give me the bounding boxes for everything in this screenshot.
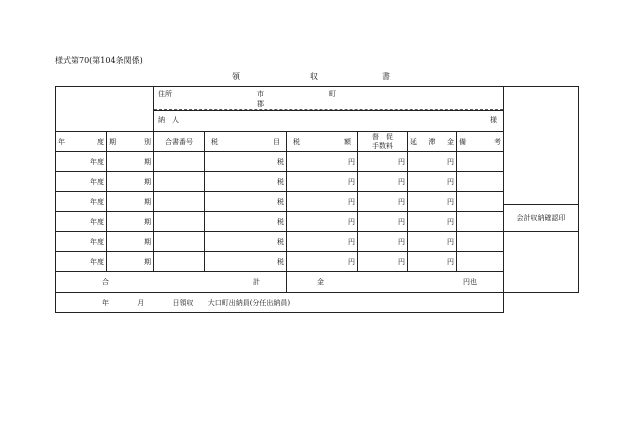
row-tax-amount[interactable]: 円 (287, 232, 358, 252)
header-late-fee: 延 滞 金 (408, 132, 457, 152)
row-late-fee[interactable]: 円 (408, 252, 457, 272)
row-late-fee[interactable]: 円 (408, 192, 457, 212)
footer-officer: 大口町出納員(分任出納員) (207, 298, 291, 307)
payer-field[interactable] (154, 111, 503, 131)
row-late-fee[interactable]: 円 (408, 152, 457, 172)
total-char-b: 計 (253, 278, 260, 286)
row-period[interactable]: 期 (107, 172, 154, 192)
address-county: 郡 (257, 100, 264, 108)
row-remarks[interactable] (457, 232, 504, 252)
address-field[interactable] (154, 87, 503, 110)
total-yen-suffix: 円也 (463, 278, 477, 286)
title-char-2: 収 (310, 72, 318, 81)
row-remarks[interactable] (457, 152, 504, 172)
row-reminder-fee[interactable]: 円 (358, 212, 408, 232)
footer-received: 日領収 (172, 298, 194, 307)
header-reminder-fee: 督 促 手数料 (358, 132, 408, 152)
row-reminder-fee[interactable]: 円 (358, 232, 408, 252)
payer-cell (154, 111, 504, 132)
side-stamp-column (504, 87, 579, 293)
row-tax-item[interactable]: 税 (205, 172, 287, 192)
row-period[interactable]: 期 (107, 252, 154, 272)
table-row (56, 212, 579, 232)
row-notice-no[interactable] (154, 252, 205, 272)
footer-year: 年 (102, 298, 109, 307)
row-tax-amount[interactable]: 円 (287, 252, 358, 272)
row-tax-amount[interactable]: 円 (287, 152, 358, 172)
blank-corner-cell (56, 87, 154, 132)
header-period: 期 別 (107, 132, 154, 152)
row-late-fee[interactable]: 円 (408, 232, 457, 252)
row-reminder-fee[interactable]: 円 (358, 192, 408, 212)
header-remarks: 備 考 (457, 132, 504, 152)
row-period[interactable]: 期 (107, 152, 154, 172)
row-notice-no[interactable] (154, 152, 205, 172)
form-number-label: 様式第70(第104条関係) (55, 56, 143, 65)
footer-month: 月 (137, 298, 145, 307)
row-tax-item[interactable]: 税 (205, 252, 287, 272)
total-row (56, 272, 579, 293)
side-stamp-label: 会計収納確認印 (504, 204, 578, 232)
row-reminder-fee[interactable]: 円 (358, 172, 408, 192)
row-tax-item[interactable]: 税 (205, 212, 287, 232)
payer-suffix: 様 (490, 116, 497, 124)
address-cell (154, 87, 504, 111)
row-remarks[interactable] (457, 252, 504, 272)
total-char-c: 金 (317, 278, 324, 286)
address-town: 町 (329, 90, 336, 98)
total-char-a: 合 (102, 278, 109, 286)
header-notice-no: 合書番号 (154, 132, 205, 152)
row-year[interactable]: 年度 (56, 172, 107, 192)
table-row (56, 172, 579, 192)
row-year[interactable]: 年度 (56, 192, 107, 212)
row-year[interactable]: 年度 (56, 212, 107, 232)
row-tax-item[interactable]: 税 (205, 232, 287, 252)
title-char-1: 領 (232, 72, 240, 81)
footer-cell (56, 293, 504, 313)
row-tax-amount[interactable]: 円 (287, 192, 358, 212)
row-reminder-fee[interactable]: 円 (358, 252, 408, 272)
row-remarks[interactable] (457, 212, 504, 232)
address-label: 住所 (158, 90, 172, 98)
row-notice-no[interactable] (154, 212, 205, 232)
table-row (56, 232, 579, 252)
row-year[interactable]: 年度 (56, 152, 107, 172)
header-tax-item: 税 目 (205, 132, 287, 152)
address-city: 市 (257, 90, 264, 98)
title-char-3: 書 (382, 72, 390, 81)
total-amount-cell[interactable] (287, 272, 504, 293)
table-row (56, 152, 579, 172)
row-notice-no[interactable] (154, 172, 205, 192)
row-tax-amount[interactable]: 円 (287, 212, 358, 232)
row-period[interactable]: 期 (107, 192, 154, 212)
header-tax-amount: 税 額 (287, 132, 358, 152)
row-tax-item[interactable]: 税 (205, 152, 287, 172)
row-notice-no[interactable] (154, 232, 205, 252)
footer-row (56, 293, 579, 313)
total-label-cell (56, 272, 287, 293)
row-reminder-fee[interactable]: 円 (358, 152, 408, 172)
payer-label: 納 人 (158, 116, 179, 124)
row-remarks[interactable] (457, 172, 504, 192)
row-period[interactable]: 期 (107, 212, 154, 232)
table-row (56, 252, 579, 272)
row-remarks[interactable] (457, 192, 504, 212)
receipt-form-table (55, 86, 579, 313)
row-notice-no[interactable] (154, 192, 205, 212)
row-tax-amount[interactable]: 円 (287, 172, 358, 192)
header-year: 年 度 (56, 132, 107, 152)
row-year[interactable]: 年度 (56, 252, 107, 272)
row-late-fee[interactable]: 円 (408, 172, 457, 192)
row-period[interactable]: 期 (107, 232, 154, 252)
table-row (56, 192, 579, 212)
row-year[interactable]: 年度 (56, 232, 107, 252)
row-late-fee[interactable]: 円 (408, 212, 457, 232)
row-tax-item[interactable]: 税 (205, 192, 287, 212)
